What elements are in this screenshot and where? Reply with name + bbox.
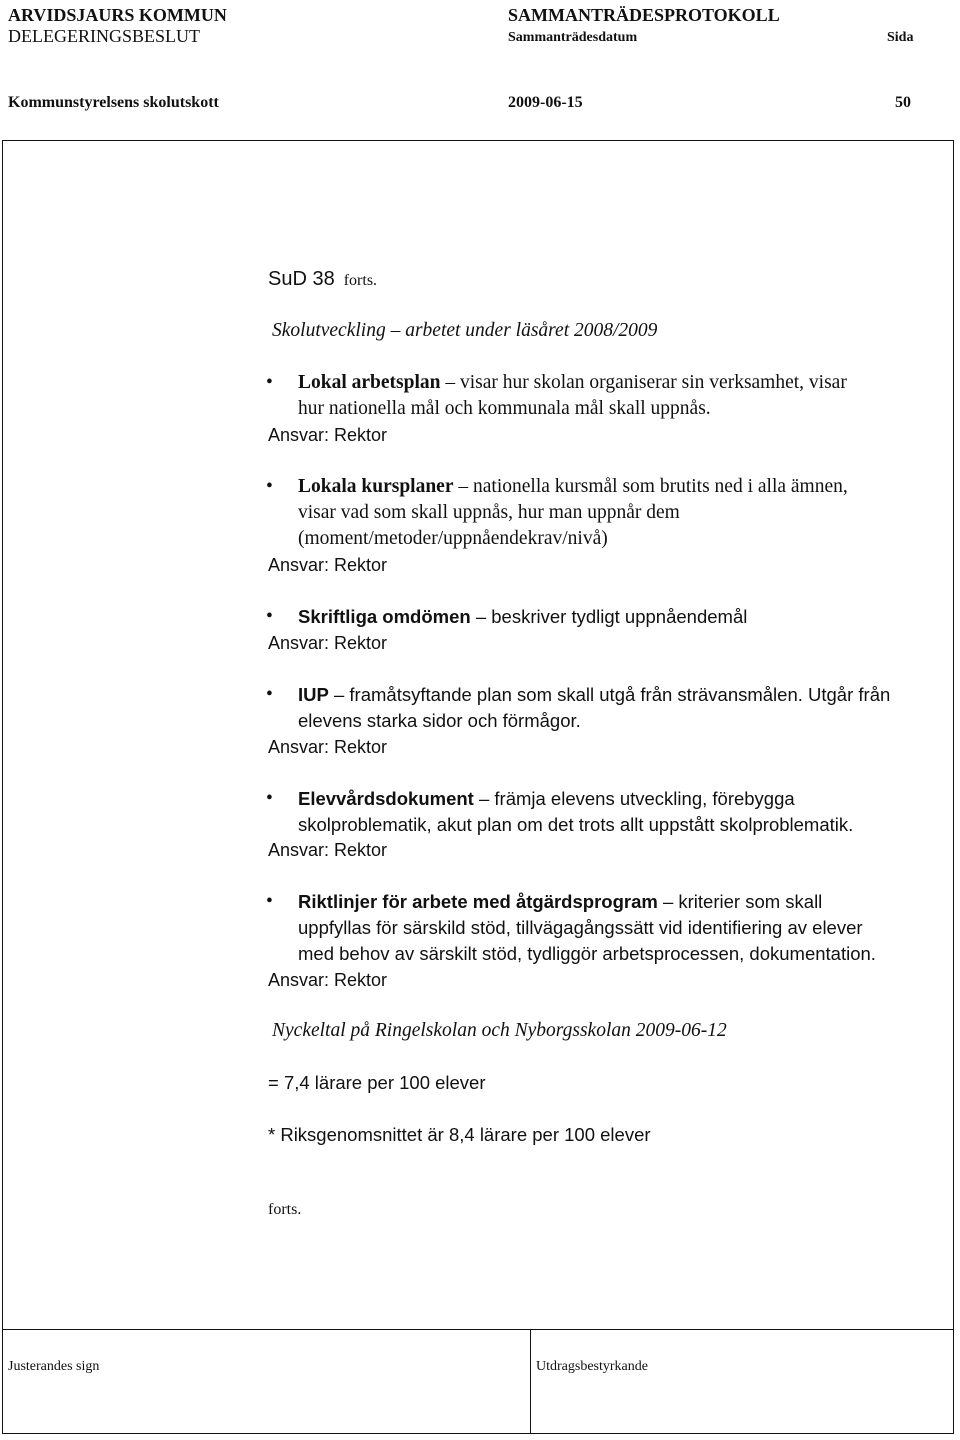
bullet-icon: • — [266, 891, 273, 912]
ansvar-label: Ansvar: Rektor — [268, 555, 388, 575]
keyfig-value: = 7,4 lärare per 100 elever — [268, 1072, 486, 1093]
item-text: hur nationella mål och kommunala mål skall uppnås. — [298, 398, 711, 419]
ansvar-label: Ansvar: Rektor — [268, 425, 388, 445]
item-text: – nationella kursmål som brutits ned i alla ämnen, — [458, 476, 848, 497]
committee-name: Kommunstyrelsens skolutskott — [8, 94, 219, 111]
item-text: – kriterier som skall — [662, 891, 823, 912]
item-text: (moment/metoder/uppnåendekrav/nivå) — [298, 528, 608, 549]
item-text: uppfyllas för särskild stöd, tillvägagångssätt vid identifiering av elever — [298, 917, 863, 938]
signature-box — [2, 1330, 954, 1434]
doc-type: DELEGERINGSBESLUT — [8, 26, 200, 46]
bullet-icon: • — [266, 684, 273, 705]
item-text: – framåtsyftande plan som skall utgå från strävansmålen. Utgår från — [333, 684, 891, 705]
keyfig-title: Nyckeltal på Ringelskolan och Nyborgsskolan 2009-06-12 — [272, 1020, 727, 1041]
case-forts: forts. — [343, 272, 378, 289]
page-number: 50 — [895, 94, 911, 111]
item-text: skolproblematik, akut plan om det trots allt uppstått skolproblematik. — [298, 814, 854, 835]
utdragsbestyrkande-label: Utdragsbestyrkande — [536, 1359, 648, 1374]
date-label: Sammanträdesdatum — [508, 30, 638, 45]
bullet-icon: • — [266, 476, 273, 497]
item-text: – beskriver tydligt uppnåendemål — [475, 606, 748, 627]
item-heading: Lokala kursplaner — [298, 476, 454, 497]
bullet-icon: • — [266, 788, 273, 809]
bullet-icon: • — [266, 372, 273, 393]
org-name: ARVIDSJAURS KOMMUN — [8, 5, 227, 25]
ansvar-label: Ansvar: Rektor — [268, 970, 388, 990]
item-heading: IUP — [298, 684, 329, 705]
ansvar-label: Ansvar: Rektor — [268, 633, 388, 653]
continued-label: forts. — [268, 1201, 302, 1218]
signature-divider — [530, 1330, 531, 1434]
item-heading: Elevvårdsdokument — [298, 788, 474, 809]
item-heading: Riktlinjer för arbete med åtgärdsprogram — [298, 891, 658, 912]
meeting-date: 2009-06-15 — [508, 94, 583, 111]
page-label: Sida — [887, 30, 914, 45]
item-text: – främja elevens utveckling, förebygga — [478, 788, 795, 809]
item-heading: Lokal arbetsplan — [298, 372, 441, 393]
item-text: med behov av särskilt stöd, tydliggör arbetsprocessen, dokumentation. — [298, 943, 876, 964]
protocol-title: SAMMANTRÄDESPROTOKOLL — [508, 5, 780, 25]
item-text: – visar hur skolan organiserar sin verksamhet, visar — [445, 372, 847, 393]
ansvar-label: Ansvar: Rektor — [268, 840, 388, 860]
item-heading: Skriftliga omdömen — [298, 606, 471, 627]
item-text: visar vad som skall uppnås, hur man uppnår dem — [298, 502, 680, 523]
item-text: elevens starka sidor och förmågor. — [298, 710, 581, 731]
keyfig-national: * Riksgenomsnittet är 8,4 lärare per 100 elever — [268, 1124, 651, 1145]
case-reference: SuD 38 forts. — [268, 268, 378, 290]
bullet-icon: • — [266, 606, 273, 627]
justerandes-sign-label: Justerandes sign — [8, 1359, 100, 1374]
section-title: Skolutveckling – arbetet under läsåret 2008/2009 — [272, 320, 658, 341]
ansvar-label: Ansvar: Rektor — [268, 737, 388, 757]
